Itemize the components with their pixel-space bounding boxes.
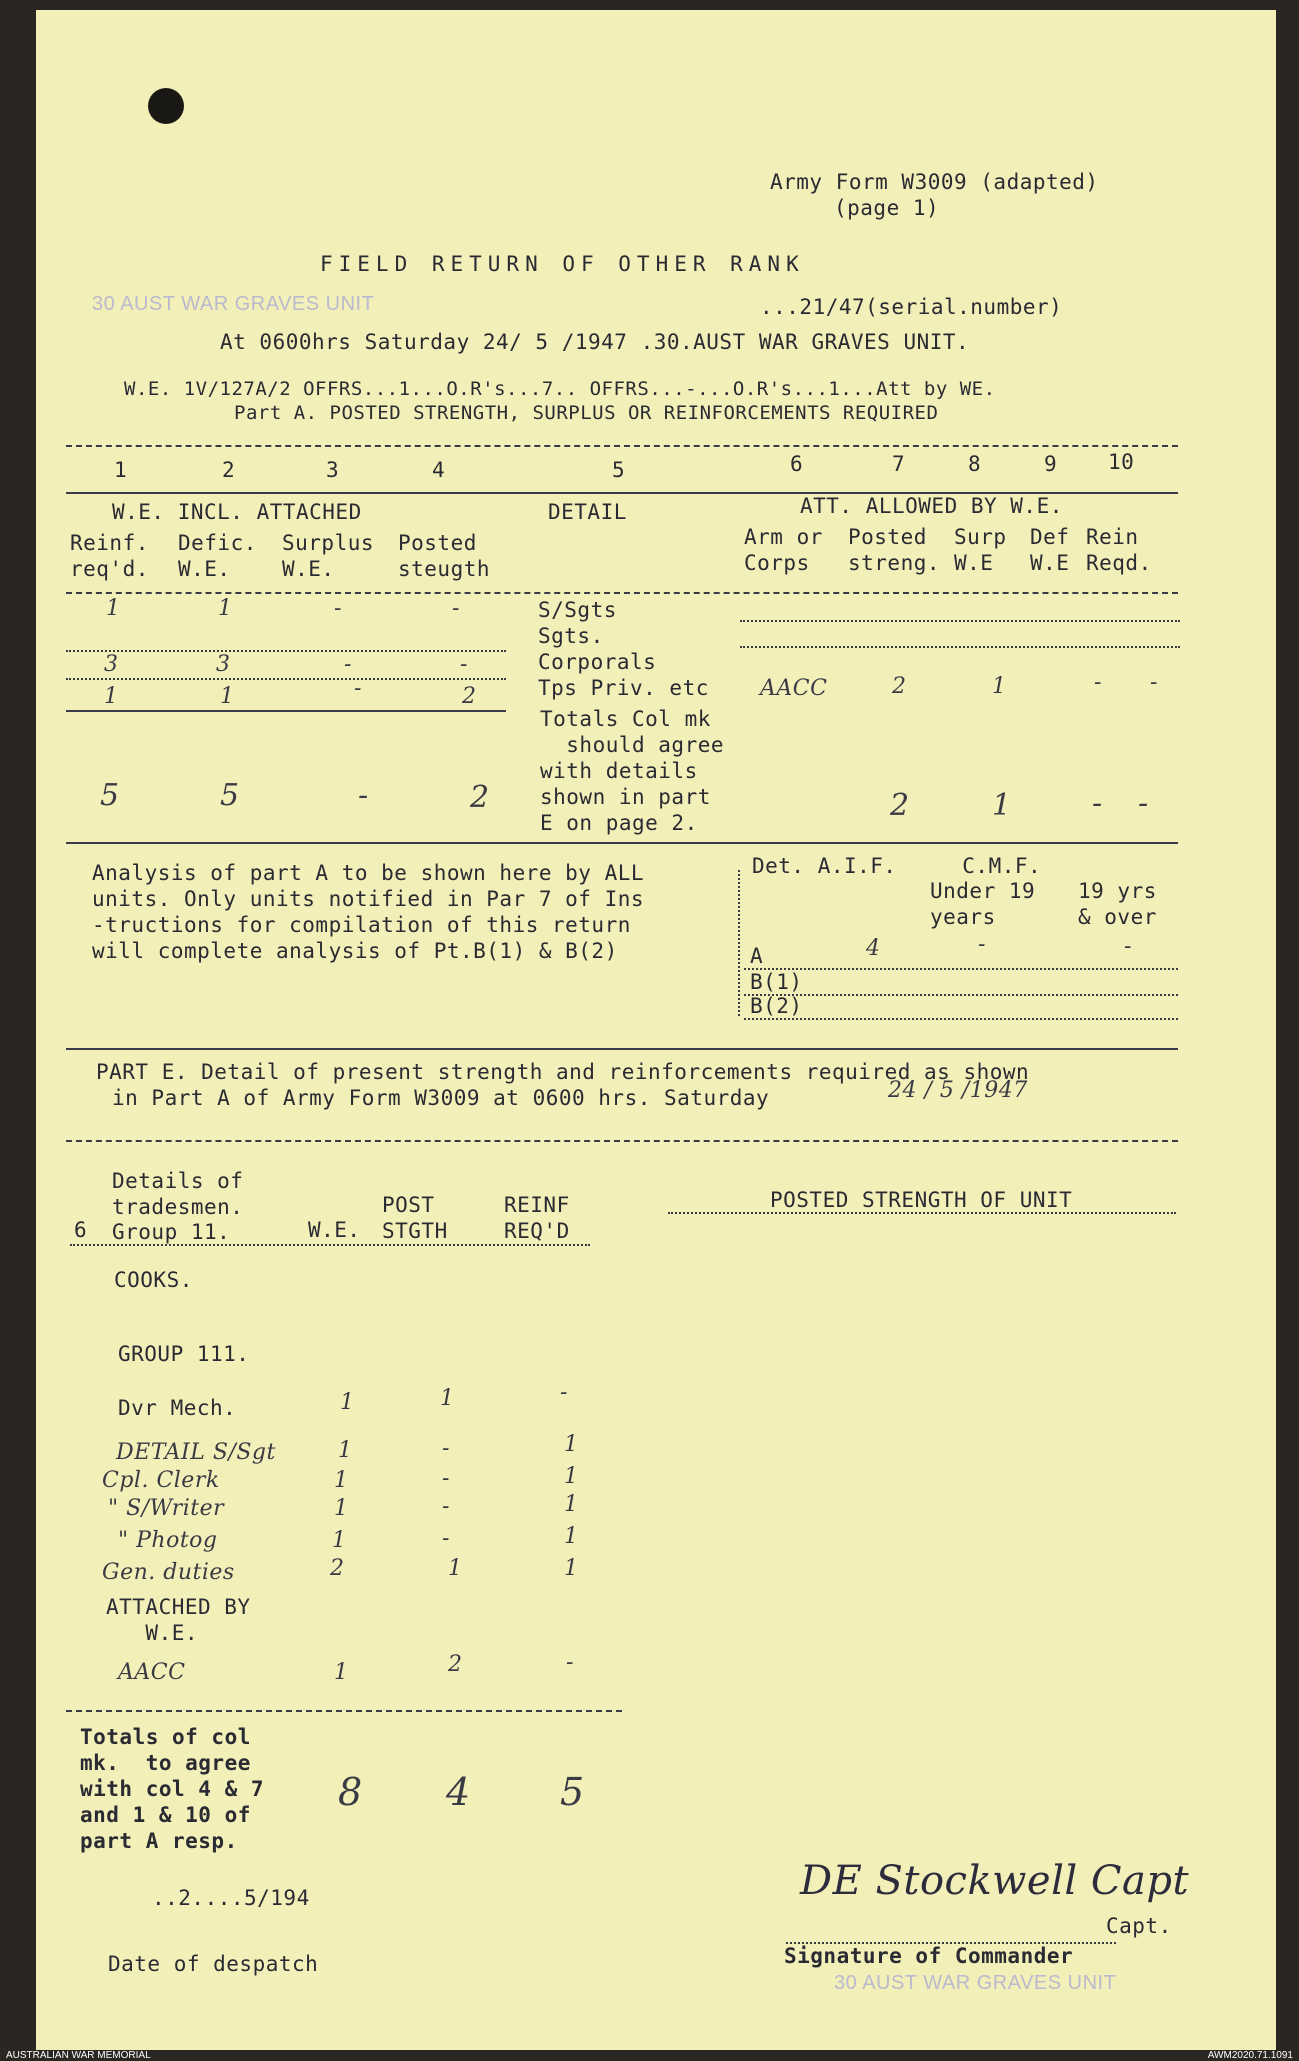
totals-block-text: Totals of col mk. to agree with col 4 & 7 and 1 & 10 of part A resp.: [80, 1725, 265, 1853]
part-e-line2: in Part A of Army Form W3009 at 0600 hrs. Saturday: [112, 1086, 770, 1110]
trade-we: 1: [340, 1390, 355, 1415]
trade-we: 1: [334, 1496, 349, 1521]
row-line: [744, 1018, 1178, 1020]
analysis-text: Analysis of part A to be shown here by ALL units. Only units notified in Par 7 of Ins -tructions for compilation of this return will complete analysis of Pt.B(1) & B(2): [92, 861, 645, 963]
form-name: Army Form W3009 (adapted): [770, 170, 1099, 194]
trade-post: 1: [448, 1556, 463, 1581]
cell-c2: 1: [218, 596, 233, 621]
cell-c1: 3: [104, 652, 119, 677]
trades-we-head: W.E.: [308, 1218, 361, 1242]
totals-block-we: 8: [338, 1770, 363, 1814]
col-number: 10: [1108, 450, 1135, 474]
trade-we: 1: [334, 1660, 349, 1685]
col-head-surplus: Surplus W.E.: [282, 531, 375, 581]
row-line: [740, 620, 1180, 622]
total-c2: 5: [220, 778, 240, 813]
trades-details-head: Details of tradesmen.: [112, 1169, 244, 1219]
serial-number: ...21/47(serial.number): [760, 295, 1063, 319]
trade-reinf: 1: [564, 1524, 579, 1549]
row-line: [740, 646, 1180, 648]
despatch-date: ..2....5/194: [152, 1886, 310, 1910]
cell-c4: -: [460, 652, 468, 677]
row-line: [70, 1244, 590, 1246]
trade-we: 1: [334, 1468, 349, 1493]
col-head-posted: Posted steugth: [398, 531, 491, 581]
trades-attached: ATTACHED BY W.E.: [106, 1595, 251, 1645]
row-line: [66, 710, 506, 712]
totals-block-reinf: 5: [560, 1770, 585, 1814]
col-number: 3: [326, 458, 340, 482]
form-title: FIELD RETURN OF OTHER RANK: [320, 252, 805, 276]
trade-post: -: [442, 1436, 450, 1461]
posted-strength-head: POSTED STRENGTH OF UNIT: [770, 1188, 1073, 1212]
analysis-row-label: B(1): [750, 970, 803, 994]
analysis-cell: -: [978, 932, 986, 957]
cell-c1: 1: [104, 684, 119, 709]
detail-label: Corporals: [538, 650, 657, 674]
total-c9: -: [1092, 786, 1103, 821]
total-c8: 1: [992, 788, 1012, 823]
trade-name: " Photog: [118, 1528, 218, 1553]
total-c1: 5: [100, 778, 120, 813]
row-line: [744, 994, 1178, 996]
trade-reinf: -: [560, 1380, 568, 1405]
trade-reinf: 1: [564, 1556, 579, 1581]
col-head-arm: Arm or Corps: [744, 525, 823, 575]
divider: [66, 1140, 1178, 1142]
cell-c3: -: [354, 676, 362, 701]
trades-group111: GROUP 111.: [118, 1342, 250, 1366]
detail-label: Sgts.: [538, 624, 604, 648]
col-head-posted-streng: Posted streng.: [848, 525, 941, 575]
trades-post-head: POST STGTH: [382, 1193, 448, 1243]
col-number: 7: [892, 452, 906, 476]
analysis-cell: -: [1124, 934, 1132, 959]
analysis-under-head: Under 19 years: [930, 879, 1036, 929]
col-number: 4: [432, 458, 446, 482]
row-line: [66, 650, 506, 652]
cell-c4: -: [452, 596, 460, 621]
cell-c3: -: [334, 596, 342, 621]
despatch-label: Date of despatch: [108, 1952, 319, 1976]
total-c3: -: [358, 778, 369, 813]
trade-post: -: [442, 1466, 450, 1491]
analysis-row-label: A: [750, 944, 764, 968]
trade-we: 1: [338, 1438, 353, 1463]
trade-reinf: 1: [564, 1492, 579, 1517]
col-number: 8: [968, 452, 982, 476]
totals-note: Totals Col mk should agree with details shown in part E on page 2.: [540, 707, 725, 835]
col-head-def: Def W.E: [1030, 525, 1070, 575]
group-header-right: ATT. ALLOWED BY W.E.: [800, 494, 1063, 518]
part-e-line1: PART E. Detail of present strength and reinforcements required as shown: [96, 1060, 1030, 1084]
total-c10: -: [1138, 786, 1149, 821]
commander-signature: DE Stockwell Capt: [800, 1858, 1190, 1904]
footer-right: AWM2020.71.1091: [1207, 2050, 1293, 2061]
cell-c6: AACC: [760, 676, 828, 701]
totals-block-post: 4: [446, 1770, 471, 1814]
col-head-reinf: Reinf. req'd.: [70, 531, 149, 581]
divider: [66, 592, 1178, 594]
row-line: [66, 678, 506, 680]
trade-name: Cpl. Clerk: [102, 1468, 220, 1493]
row-line: [668, 1212, 1176, 1214]
trade-name: " S/Writer: [108, 1496, 225, 1521]
col-number: 2: [222, 458, 236, 482]
we-line: W.E. 1V/127A/2 OFFRS...1...O.R's...7.. OFFRS...-...O.R's...1...Att by WE.: [124, 378, 996, 400]
trade-post: 2: [448, 1652, 463, 1677]
part-e-date: 24 / 5 /1947: [888, 1078, 1028, 1103]
cell-c8: 1: [992, 674, 1007, 699]
trade-name: AACC: [118, 1660, 186, 1685]
divider: [66, 445, 1178, 447]
cell-c2: 1: [220, 684, 235, 709]
trades-group-no: 6: [74, 1218, 88, 1242]
group-header-left: W.E. INCL. ATTACHED: [112, 500, 362, 524]
col-head-rein: Rein Reqd.: [1086, 525, 1152, 575]
detail-label: Tps Priv. etc: [538, 676, 709, 700]
analysis-cell: 4: [866, 936, 881, 961]
analysis-over-head: 19 yrs & over: [1078, 879, 1157, 929]
part-a-line: Part A. POSTED STRENGTH, SURPLUS OR REINFORCEMENTS REQUIRED: [234, 402, 939, 424]
divider: [66, 842, 1178, 844]
trade-name: Dvr Mech.: [118, 1396, 237, 1420]
cell-c4: 2: [462, 684, 477, 709]
group-header-detail: DETAIL: [548, 500, 627, 524]
col-number: 9: [1044, 452, 1058, 476]
trade-name: Gen. duties: [102, 1560, 235, 1585]
divider: [66, 1048, 1178, 1050]
unit-stamp-bottom: 30 AUST WAR GRAVES UNIT: [834, 1972, 1117, 1994]
signature-label: Signature of Commander: [784, 1944, 1074, 1968]
col-head-surp: Surp W.E: [954, 525, 1007, 575]
analysis-det-head: Det. A.I.F. C.M.F.: [752, 854, 1042, 878]
trade-we: 2: [330, 1556, 345, 1581]
trade-post: 1: [440, 1386, 455, 1411]
detail-label: S/Sgts: [538, 598, 617, 622]
cell-c3: -: [344, 652, 352, 677]
col-number: 5: [612, 458, 626, 482]
trades-cooks: COOKS.: [114, 1268, 193, 1292]
trade-reinf: -: [566, 1650, 574, 1675]
trade-post: -: [442, 1494, 450, 1519]
cell-c2: 3: [216, 652, 231, 677]
trade-reinf: 1: [564, 1464, 579, 1489]
col-number: 1: [114, 458, 128, 482]
trade-we: 1: [332, 1528, 347, 1553]
col-number: 6: [790, 452, 804, 476]
trade-reinf: 1: [564, 1432, 579, 1457]
page-number: (page 1): [834, 196, 940, 220]
at-line: At 0600hrs Saturday 24/ 5 /1947 .30.AUST WAR GRAVES UNIT.: [220, 330, 970, 354]
total-c7: 2: [890, 788, 910, 823]
cell-c10: -: [1150, 670, 1158, 695]
unit-stamp-top: 30 AUST WAR GRAVES UNIT: [92, 293, 375, 315]
trades-group11: Group 11.: [112, 1220, 231, 1244]
footer-left: AUSTRALIAN WAR MEMORIAL: [6, 2050, 151, 2061]
col-head-defic: Defic. W.E.: [178, 531, 257, 581]
row-line: [744, 968, 1178, 970]
analysis-border: [738, 870, 740, 1016]
trade-name: DETAIL S/Sgt: [116, 1440, 276, 1465]
trades-reinf-head: REINF REQ'D: [504, 1193, 570, 1243]
cell-c1: 1: [106, 596, 121, 621]
cell-c9: -: [1094, 670, 1102, 695]
cell-c7: 2: [892, 674, 907, 699]
total-c4: 2: [470, 780, 490, 815]
analysis-row-label: B(2): [750, 994, 803, 1018]
divider: [66, 1710, 622, 1712]
punch-hole: [148, 88, 184, 124]
rank-capt: Capt.: [1106, 1914, 1172, 1938]
trade-post: -: [442, 1526, 450, 1551]
